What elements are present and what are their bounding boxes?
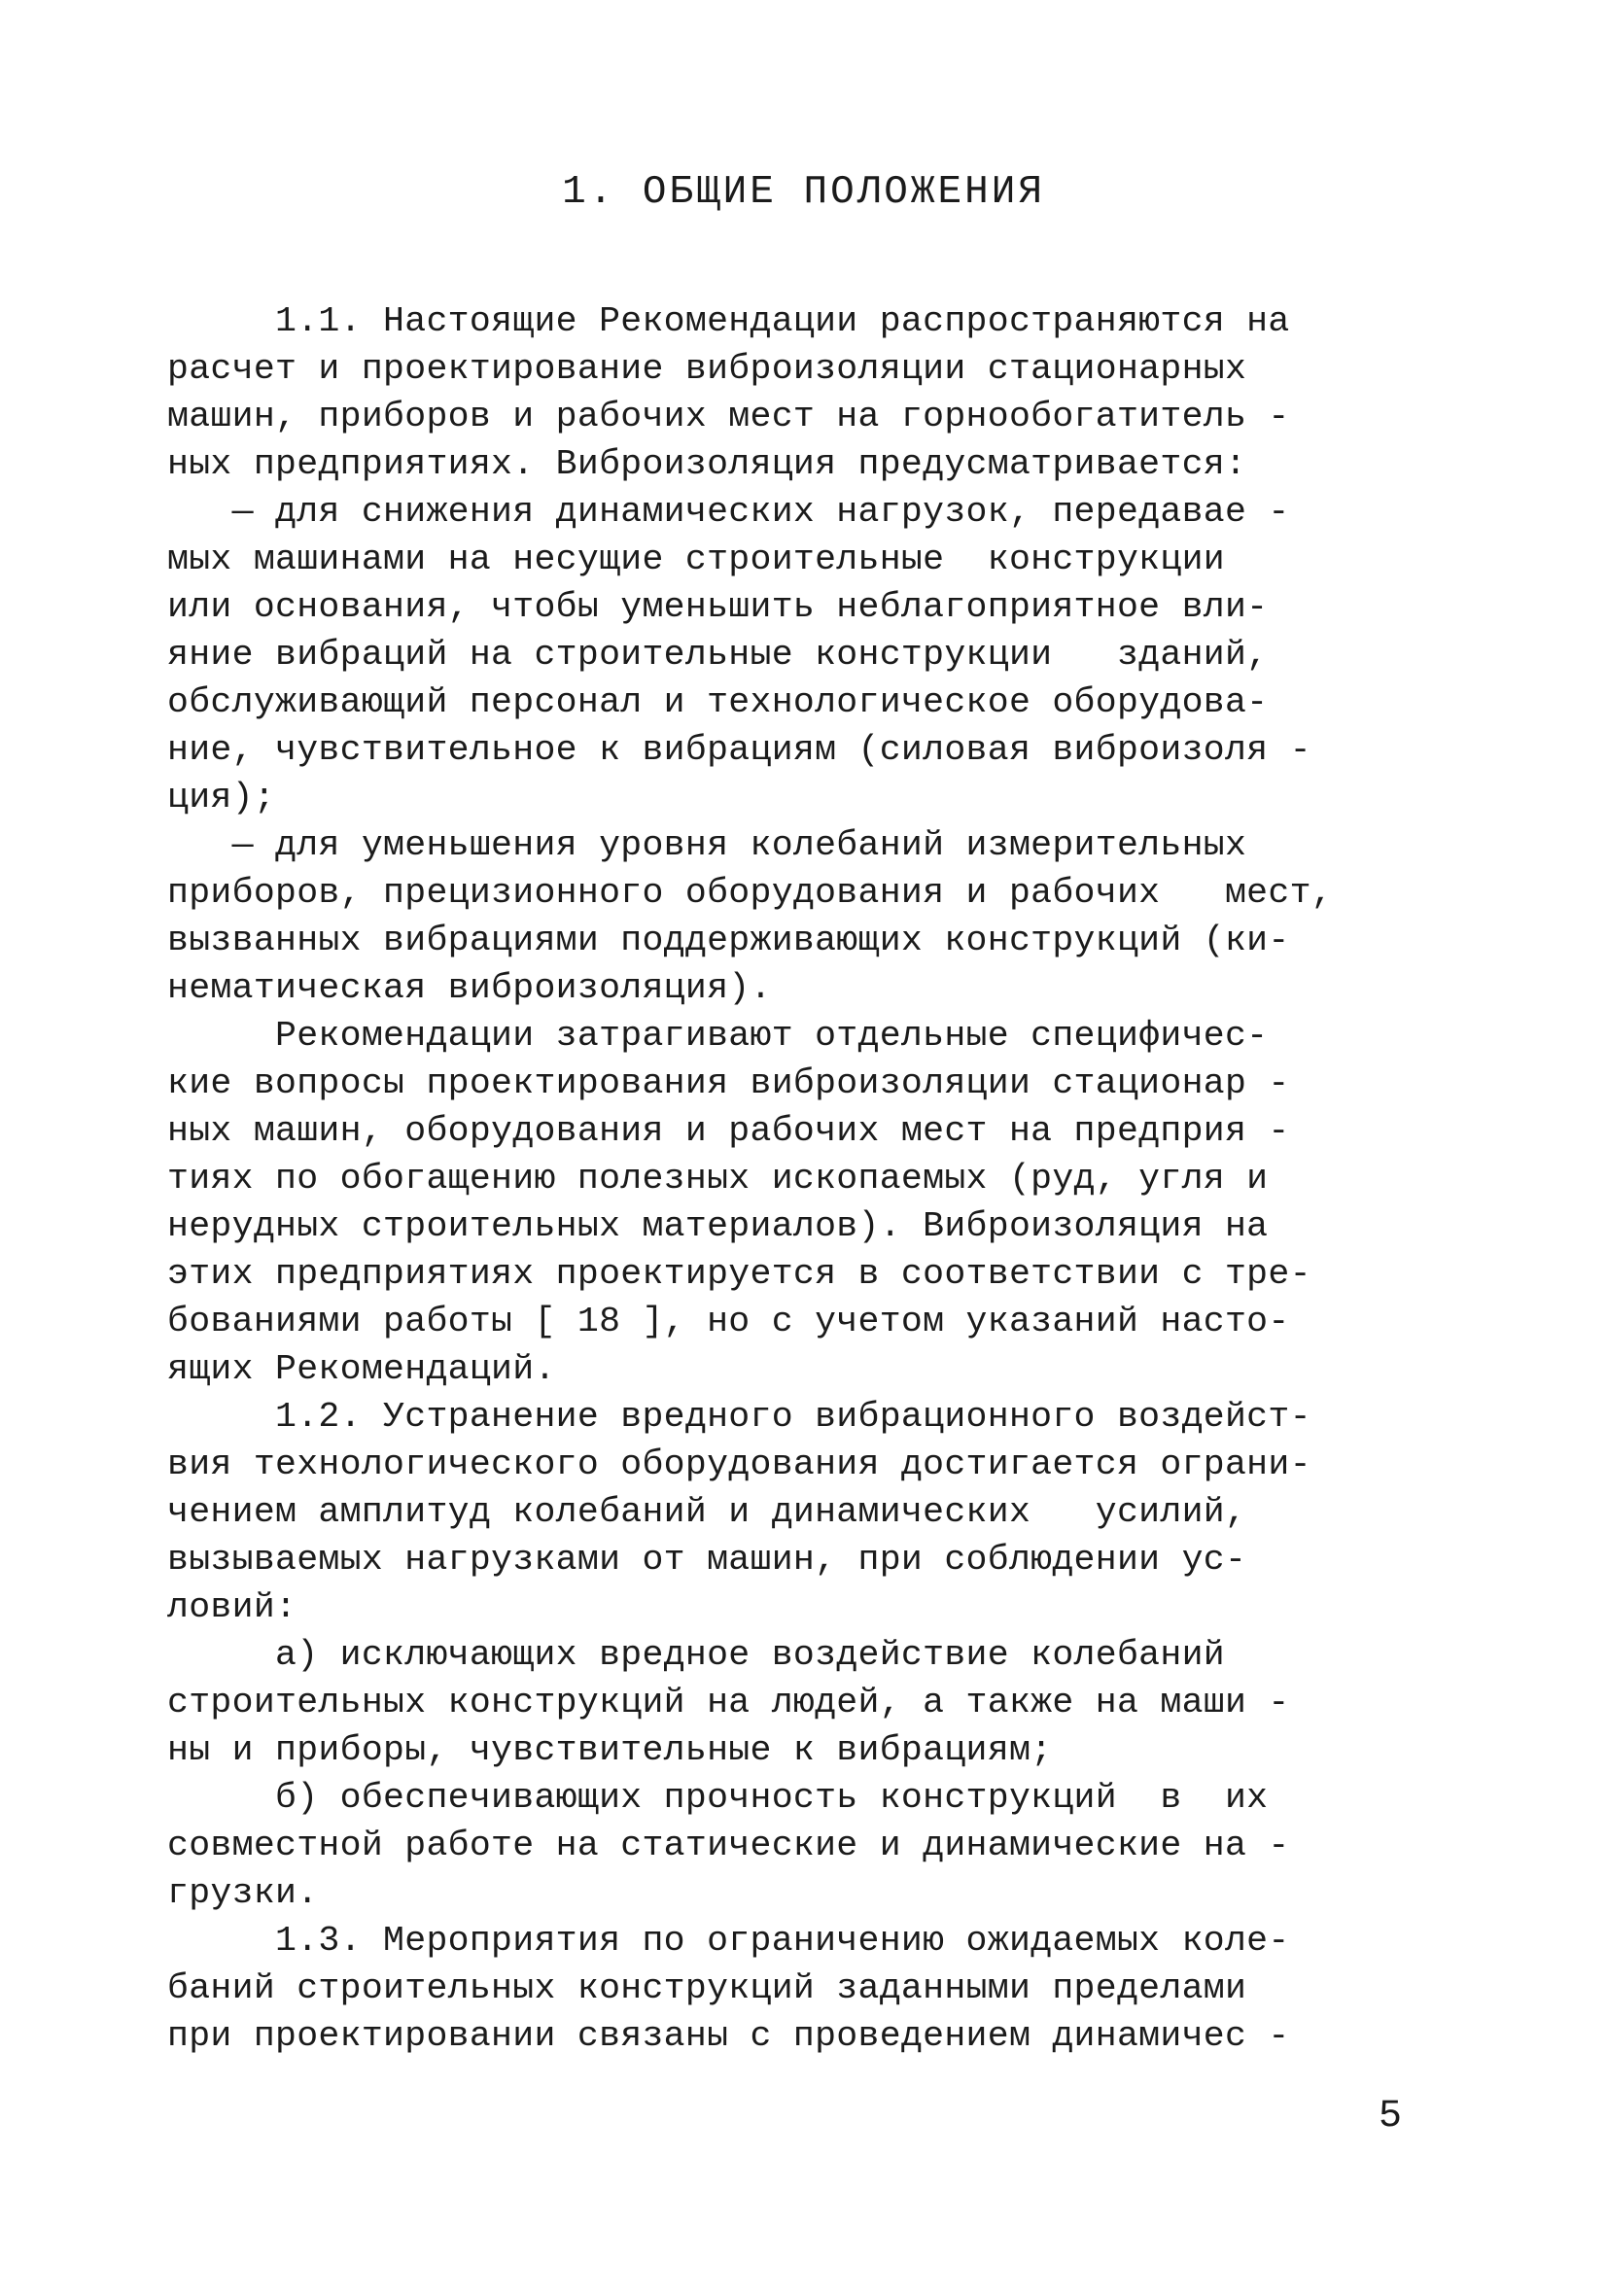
text-line: строительных конструкций на людей, а также на маши - <box>167 1683 1290 1722</box>
text-line: бованиями работы [ 18 ], но с учетом указаний насто- <box>167 1302 1290 1341</box>
text-line: ние, чувствительное к вибрациям (силовая виброизоля - <box>167 730 1311 770</box>
text-line: баний строительных конструкций заданными пределами <box>167 1968 1247 2008</box>
section-heading: 1. ОБЩИЕ ПОЛОЖЕНИЯ <box>562 170 1045 215</box>
text-line: мых машинами на несущие строительные конструкции <box>167 539 1225 579</box>
text-line: этих предприятиях проектируется в соответствии с тре- <box>167 1254 1311 1294</box>
text-line: нерудных строительных материалов). Виброизоляция на <box>167 1206 1269 1246</box>
text-line: ных предприятиях. Виброизоляция предусматривается: <box>167 444 1247 484</box>
text-line: ловий: <box>167 1587 297 1627</box>
page-number: 5 <box>1379 2095 1403 2139</box>
text-line: вызываемых нагрузками от машин, при соблюдении ус- <box>167 1540 1247 1580</box>
text-line: при проектировании связаны с проведением динамичес - <box>167 2016 1290 2056</box>
text-line: Рекомендации затрагивают отдельные специфичес- <box>167 1016 1269 1056</box>
text-line: грузки. <box>167 1873 319 1913</box>
text-line: 1.2. Устранение вредного вибрационного воздейст- <box>167 1397 1311 1437</box>
text-line: тиях по обогащению полезных ископаемых (руд, угля и <box>167 1159 1269 1199</box>
text-line: вызванных вибрациями поддерживающих конструкций (ки- <box>167 921 1290 960</box>
text-line: нематическая виброизоляция). <box>167 968 772 1008</box>
text-line: ных машин, оборудования и рабочих мест на предприя - <box>167 1111 1290 1151</box>
text-line: б) обеспечивающих прочность конструкций в их <box>167 1778 1269 1818</box>
text-line: — для снижения динамических нагрузок, передавае - <box>167 492 1290 532</box>
text-line: совместной работе на статические и динамические на - <box>167 1826 1290 1865</box>
text-line: 1.1. Настоящие Рекомендации распространяются на <box>167 301 1290 341</box>
text-line: ция); <box>167 778 276 818</box>
text-line: — для уменьшения уровня колебаний измерительных <box>167 825 1247 865</box>
text-line: вия технологического оборудования достигается ограни- <box>167 1444 1311 1484</box>
text-line: чением амплитуд колебаний и динамических усилий, <box>167 1492 1247 1532</box>
text-line: обслуживающий персонал и технологическое оборудова- <box>167 682 1269 722</box>
text-line: расчет и проектирование виброизоляции стационарных <box>167 349 1247 389</box>
text-line: кие вопросы проектирования виброизоляции стационар - <box>167 1063 1290 1103</box>
text-line: машин, приборов и рабочих мест на горнообогатитель - <box>167 397 1290 436</box>
text-line: или основания, чтобы уменьшить неблагоприятное вли- <box>167 587 1269 627</box>
text-line: 1.3. Мероприятия по ограничению ожидаемых коле- <box>167 1921 1290 1961</box>
text-line: ны и приборы, чувствительные к вибрациям; <box>167 1730 1053 1770</box>
text-line: приборов, прецизионного оборудования и рабочих мест, <box>167 873 1333 913</box>
text-line: ящих Рекомендаций. <box>167 1349 556 1389</box>
text-line: а) исключающих вредное воздействие колебаний <box>167 1635 1225 1675</box>
text-line: яние вибраций на строительные конструкции зданий, <box>167 635 1269 675</box>
